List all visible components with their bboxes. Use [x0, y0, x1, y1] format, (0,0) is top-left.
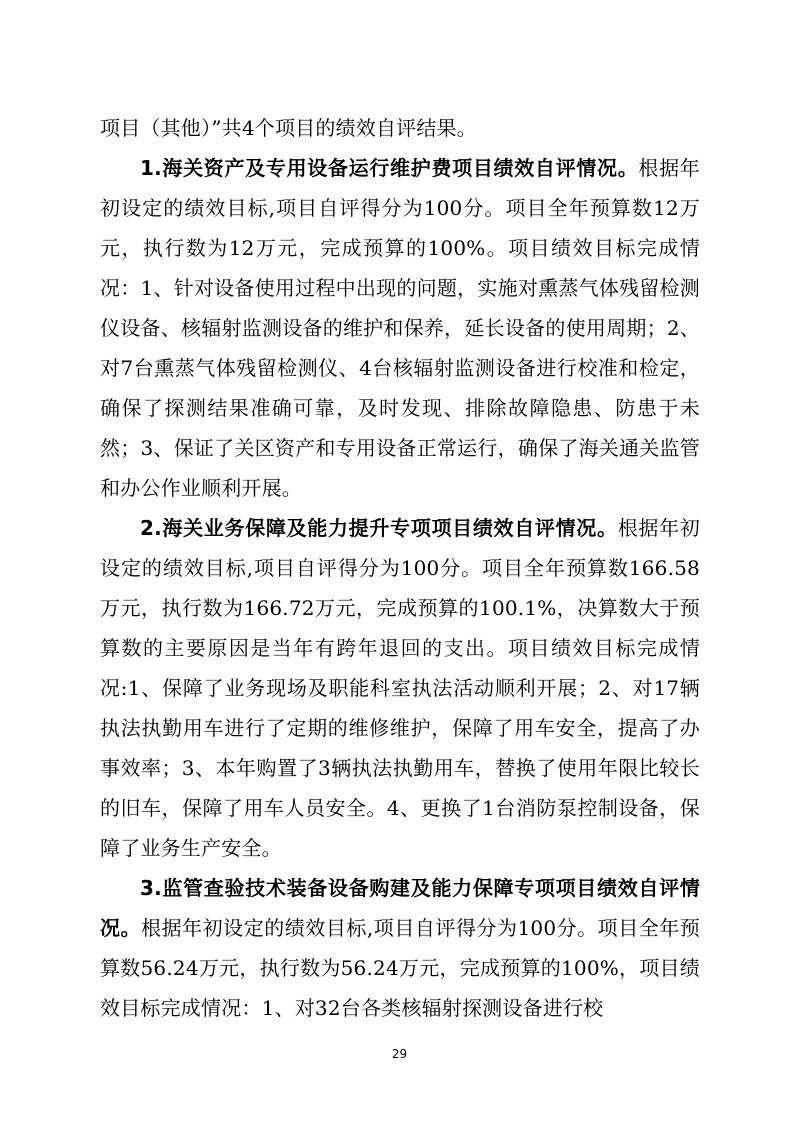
paragraph-heading: 2.海关业务保障及能力提升专项项目绩效自评情况。 [140, 516, 618, 540]
paragraph-item-1 [100, 148, 700, 508]
body-text [100, 108, 700, 1028]
paragraph-heading: 3.监管查验技术装备设备购建及能力保障专项项目绩效自评情况。 [100, 876, 700, 940]
paragraph-body: 项目（其他）”共4个项目的绩效自评结果。 [100, 116, 477, 140]
paragraph-heading: 1.海关资产及专用设备运行维护费项目绩效自评情况。 [140, 156, 639, 180]
page-number: 29 [391, 1047, 408, 1061]
paragraph-body: 根据年初设定的绩效目标,项目自评得分为100分。项目全年预算数166.58万元，执行数为166.72万元，完成预算的100.1%，决算数大于预算数的主要原因是当年有跨年退回的支出。项目绩效目标完成情况:1、保障了业务现场及职能科室执法活动顺利开展；2、对17辆执法执勤用车进行了定期的维修维护，保障了用车安全，提高了办事效率；3、本年购置了3辆执法执勤用车，替换了使用年限比较长的旧车，保障了用车人员安全。4、更换了1台消防泵控制设备，保障了业务生产安全。 [100, 516, 700, 860]
paragraph-continuation [100, 108, 700, 148]
paragraph-item-2 [100, 508, 700, 868]
paragraph-item-3 [100, 868, 700, 1028]
paragraph-body: 根据年初设定的绩效目标,项目自评得分为100分。项目全年预算数56.24万元，执行数为56.24万元，完成预算的100%，项目绩效目标完成情况：1、对32台各类核辐射探测设备进行校 [100, 916, 700, 1020]
paragraph-body: 根据年初设定的绩效目标,项目自评得分为100分。项目全年预算数12万元，执行数为12万元，完成预算的100%。项目绩效目标完成情况：1、针对设备使用过程中出现的问题，实施对熏蒸气体残留检测仪设备、核辐射监测设备的维护和保养，延长设备的使用周期；2、 对7台熏蒸气体残留检测仪、4台核辐射监测设备进行校准和检定，确保了探测结果准确可靠，及时发现、排除故障隐患、防患于未然；3、保证了关区资产和专用设备正常运行，确保了海关通关监管和办公作业顺利开展。 [100, 156, 700, 500]
